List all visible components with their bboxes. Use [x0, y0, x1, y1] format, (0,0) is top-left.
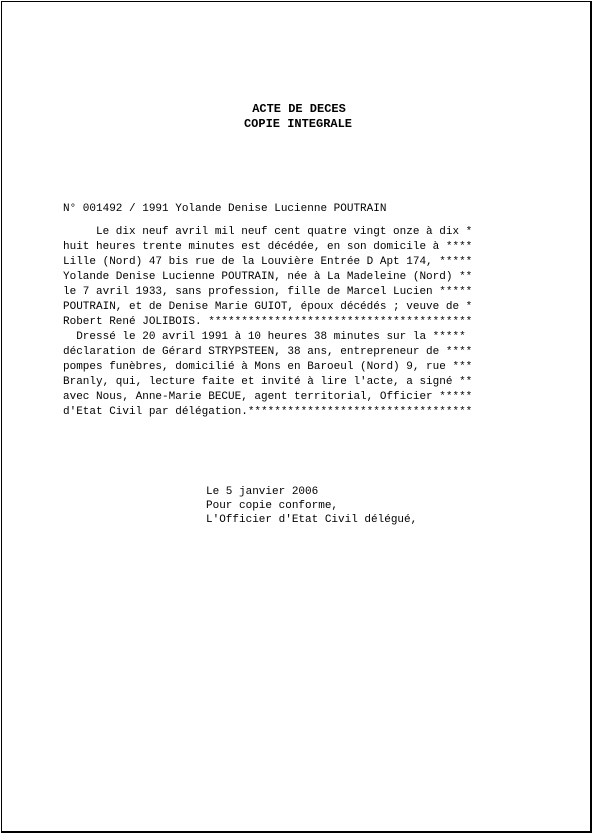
body-line: Le dix neuf avril mil neuf cent quatre vingt onze à dix *: [63, 226, 473, 238]
body-line: pompes funèbres, domicilié à Mons en Baroeul (Nord) 9, rue ***: [63, 361, 473, 373]
body-line: avec Nous, Anne-Marie BECUE, agent territorial, Officier *****: [63, 391, 473, 403]
closing-officer: L'Officier d'Etat Civil délégué,: [206, 514, 418, 526]
body-line: déclaration de Gérard STRYPSTEEN, 38 ans, entrepreneur de ****: [63, 346, 473, 358]
body-line: d'Etat Civil par délégation.**********************************: [63, 406, 473, 418]
closing-block: [206, 485, 417, 527]
body-line: Robert René JOLIBOIS. ****************************************: [63, 316, 473, 328]
act-body: [63, 225, 472, 420]
body-line: Branly, qui, lecture faite et invité à lire l'acte, a signé **: [63, 376, 473, 388]
reference-line: N° 001492 / 1991 Yolande Denise Lucienne POUTRAIN: [63, 203, 387, 215]
body-line: le 7 avril 1933, sans profession, fille de Marcel Lucien *****: [63, 286, 473, 298]
document-header: [0, 102, 596, 132]
closing-certification: Pour copie conforme,: [206, 500, 339, 512]
document-title: ACTE DE DECES: [252, 102, 346, 116]
body-line: huit heures trente minutes est décédée, en son domicile à ****: [63, 241, 473, 253]
body-line: Lille (Nord) 47 bis rue de la Louvière Entrée D Apt 174, *****: [63, 256, 473, 268]
body-line: POUTRAIN, et de Denise Marie GUIOT, époux décédés ; veuve de *: [63, 301, 473, 313]
body-line: Yolande Denise Lucienne POUTRAIN, née à La Madeleine (Nord) **: [63, 271, 473, 283]
document-subtitle: COPIE INTEGRALE: [243, 117, 353, 131]
closing-date: Le 5 janvier 2006: [206, 486, 319, 498]
body-line: Dressé le 20 avril 1991 à 10 heures 38 minutes sur la *****: [63, 331, 466, 343]
